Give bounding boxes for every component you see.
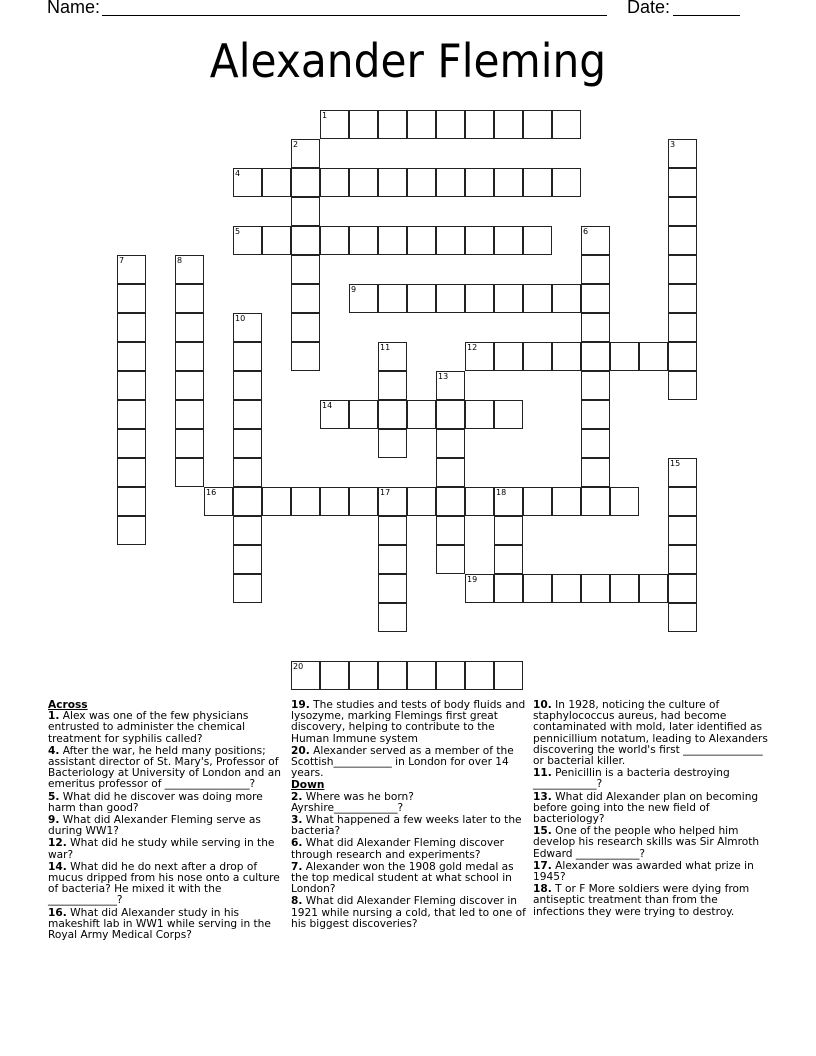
cell-number: 4: [235, 169, 241, 178]
grid-cell[interactable]: [494, 168, 523, 197]
clue-text: What did he study while serving in the war?: [48, 837, 275, 861]
clue-text: What did Alexander Fleming discover in 1921 while nursing a cold, that led to one of his biggest discoveries?: [291, 895, 526, 930]
grid-cell[interactable]: [233, 458, 262, 487]
grid-cell[interactable]: [494, 342, 523, 371]
grid-cell[interactable]: [465, 284, 494, 313]
clue-down-10: [533, 700, 769, 767]
grid-cell[interactable]: [436, 400, 465, 429]
grid-cell[interactable]: [349, 284, 378, 313]
grid-cell[interactable]: [378, 603, 407, 632]
grid-cell[interactable]: [668, 342, 697, 371]
clue-down-13: [533, 792, 769, 826]
grid-cell[interactable]: [523, 574, 552, 603]
grid-cell[interactable]: [291, 342, 320, 371]
grid-cell[interactable]: [465, 342, 494, 371]
grid-cell[interactable]: [436, 168, 465, 197]
grid-cell[interactable]: [436, 487, 465, 516]
grid-cell[interactable]: [233, 226, 262, 255]
grid-cell[interactable]: [291, 197, 320, 226]
grid-cell[interactable]: [262, 168, 291, 197]
clue-across-20: [291, 746, 527, 780]
clue-text: What did Alexander Fleming discover through research and experiments?: [291, 837, 504, 861]
grid-cell[interactable]: [378, 168, 407, 197]
grid-cell[interactable]: [552, 168, 581, 197]
clue-across-9: [48, 815, 284, 837]
grid-cell[interactable]: [262, 487, 291, 516]
grid-cell[interactable]: [291, 487, 320, 516]
grid-cell[interactable]: [436, 661, 465, 690]
grid-cell[interactable]: [233, 429, 262, 458]
grid-cell[interactable]: [465, 487, 494, 516]
grid-cell[interactable]: [581, 226, 610, 255]
clue-across-16: [48, 908, 284, 942]
grid-cell[interactable]: [407, 487, 436, 516]
grid-cell[interactable]: [320, 400, 349, 429]
grid-cell[interactable]: [233, 574, 262, 603]
cell-number: 6: [583, 227, 589, 236]
clue-down-18: [533, 884, 769, 918]
grid-cell[interactable]: [117, 371, 146, 400]
cell-number: 12: [467, 343, 478, 352]
clue-text: T or F More soldiers were dying from antiseptic treatment than from the infections they were trying to destroy.: [533, 883, 750, 918]
grid-cell[interactable]: [581, 255, 610, 284]
grid-cell[interactable]: [523, 284, 552, 313]
cell-number: 13: [438, 372, 449, 381]
page-title: Alexander Fleming: [209, 34, 607, 88]
clue-number: 9.: [48, 814, 60, 827]
clue-number: 2.: [291, 790, 303, 803]
grid-cell[interactable]: [117, 458, 146, 487]
grid-cell[interactable]: [581, 400, 610, 429]
grid-cell[interactable]: [668, 574, 697, 603]
name-label: Name:: [47, 0, 101, 17]
clue-text: What did he discover was doing more harm than good?: [48, 790, 263, 814]
clue-text: What did he do next after a drop of mucus dripped from his nose onto a culture of bacteria? He mixed it with the _____________?: [48, 860, 280, 907]
grid-cell[interactable]: [581, 429, 610, 458]
clue-number: 4.: [48, 744, 60, 757]
grid-cell[interactable]: [378, 342, 407, 371]
grid-cell[interactable]: [668, 197, 697, 226]
grid-cell[interactable]: [465, 574, 494, 603]
grid-cell[interactable]: [320, 168, 349, 197]
grid-cell[interactable]: [117, 342, 146, 371]
grid-cell[interactable]: [117, 284, 146, 313]
grid-cell[interactable]: [378, 284, 407, 313]
grid-cell[interactable]: [668, 226, 697, 255]
grid-cell[interactable]: [639, 574, 668, 603]
grid-cell[interactable]: [552, 110, 581, 139]
grid-cell[interactable]: [668, 313, 697, 342]
grid-cell[interactable]: [494, 400, 523, 429]
clue-number: 16.: [48, 906, 67, 919]
grid-cell[interactable]: [291, 168, 320, 197]
grid-cell[interactable]: [668, 168, 697, 197]
grid-cell[interactable]: [378, 574, 407, 603]
grid-cell[interactable]: [465, 400, 494, 429]
grid-cell[interactable]: [465, 168, 494, 197]
grid-cell[interactable]: [175, 284, 204, 313]
clue-text: In 1928, noticing the culture of staphylococcus aureus, had become contaminated with mold, later identified as pennicillium notatum, leading to Alexanders discovering the world's first _______________ or bacterial killer.: [533, 699, 768, 768]
grid-cell[interactable]: [117, 516, 146, 545]
grid-cell[interactable]: [581, 574, 610, 603]
grid-cell[interactable]: [436, 226, 465, 255]
grid-cell[interactable]: [175, 400, 204, 429]
grid-cell[interactable]: [436, 516, 465, 545]
cell-number: 17: [380, 488, 391, 497]
grid-cell[interactable]: [320, 487, 349, 516]
grid-cell[interactable]: [581, 284, 610, 313]
grid-cell[interactable]: [291, 661, 320, 690]
grid-cell[interactable]: [552, 487, 581, 516]
grid-cell[interactable]: [233, 168, 262, 197]
clue-across-1: [48, 711, 284, 745]
grid-cell[interactable]: [349, 168, 378, 197]
grid-cell[interactable]: [436, 458, 465, 487]
grid-cell[interactable]: [523, 168, 552, 197]
grid-cell[interactable]: [378, 661, 407, 690]
clue-down-7: [291, 862, 527, 896]
grid-cell[interactable]: [320, 110, 349, 139]
clue-down-3: [291, 815, 527, 837]
clue-number: 10.: [533, 699, 552, 711]
clue-across-19: [291, 700, 527, 745]
grid-cell[interactable]: [349, 661, 378, 690]
grid-cell[interactable]: [233, 487, 262, 516]
clue-text: After the war, he held many positions; assistant director of St. Mary's, Professor of Bacteriology at University of London and an emeritus professor of ________________?: [48, 744, 281, 791]
clue-text: What did Alexander plan on becoming before going into the new field of bacteriology?: [533, 790, 759, 826]
clue-number: 19.: [291, 699, 310, 711]
cell-number: 15: [670, 459, 681, 468]
grid-cell[interactable]: [349, 226, 378, 255]
grid-cell[interactable]: [494, 226, 523, 255]
grid-cell[interactable]: [639, 342, 668, 371]
grid-cell[interactable]: [523, 226, 552, 255]
cell-number: 1: [322, 111, 328, 120]
grid-cell[interactable]: [407, 168, 436, 197]
grid-cell[interactable]: [523, 110, 552, 139]
grid-cell[interactable]: [407, 661, 436, 690]
clue-text: Alexander was awarded what prize in 1945?: [533, 859, 754, 884]
clue-number: 20.: [291, 744, 310, 757]
grid-cell[interactable]: [117, 313, 146, 342]
grid-cell[interactable]: [523, 487, 552, 516]
grid-cell[interactable]: [291, 139, 320, 168]
grid-cell[interactable]: [175, 342, 204, 371]
grid-cell[interactable]: [378, 400, 407, 429]
grid-cell[interactable]: [581, 342, 610, 371]
grid-cell[interactable]: [175, 313, 204, 342]
grid-cell[interactable]: [407, 110, 436, 139]
grid-cell[interactable]: [552, 342, 581, 371]
grid-cell[interactable]: [320, 661, 349, 690]
grid-cell[interactable]: [523, 342, 552, 371]
cell-number: 10: [235, 314, 246, 323]
clue-number: 3.: [291, 814, 303, 827]
grid-cell[interactable]: [610, 342, 639, 371]
grid-cell[interactable]: [494, 487, 523, 516]
grid-cell[interactable]: [378, 487, 407, 516]
clue-number: 8.: [291, 895, 303, 908]
clue-text: Alexander served as a member of the Scottish___________ in London for over 14 years.: [291, 744, 514, 780]
grid-cell[interactable]: [465, 661, 494, 690]
grid-cell[interactable]: [668, 284, 697, 313]
grid-cell[interactable]: [204, 487, 233, 516]
clue-across-12: [48, 838, 284, 860]
clue-across-4: [48, 746, 284, 791]
grid-cell[interactable]: [407, 284, 436, 313]
grid-cell[interactable]: [117, 400, 146, 429]
cell-number: 18: [496, 488, 507, 497]
date-label: Date:: [627, 0, 671, 17]
grid-cell[interactable]: [117, 487, 146, 516]
clue-text: What happened a few weeks later to the bacteria?: [291, 814, 522, 838]
grid-cell[interactable]: [291, 313, 320, 342]
grid-cell[interactable]: [436, 429, 465, 458]
grid-cell[interactable]: [349, 400, 378, 429]
grid-cell[interactable]: [668, 545, 697, 574]
grid-cell[interactable]: [581, 487, 610, 516]
clue-number: 14.: [48, 860, 67, 873]
clue-number: 11.: [533, 767, 552, 780]
clue-down-11: [533, 768, 769, 790]
clue-number: 18.: [533, 883, 552, 896]
grid-cell[interactable]: [175, 458, 204, 487]
clue-down-6: [291, 838, 527, 860]
cell-number: 19: [467, 575, 478, 584]
clue-number: 6.: [291, 837, 303, 850]
cell-number: 5: [235, 227, 241, 236]
clue-across-14: [48, 862, 284, 907]
grid-cell[interactable]: [668, 458, 697, 487]
cell-number: 16: [206, 488, 217, 497]
grid-cell[interactable]: [494, 284, 523, 313]
across-heading: Across: [48, 699, 88, 711]
grid-cell[interactable]: [349, 110, 378, 139]
grid-cell[interactable]: [117, 429, 146, 458]
clue-text: Alexander won the 1908 gold medal as the top medical student at what school in London?: [291, 860, 514, 896]
grid-cell[interactable]: [668, 255, 697, 284]
grid-cell[interactable]: [320, 226, 349, 255]
grid-cell[interactable]: [668, 603, 697, 632]
grid-cell[interactable]: [407, 400, 436, 429]
grid-cell[interactable]: [668, 371, 697, 400]
cell-number: 9: [351, 285, 357, 294]
grid-cell[interactable]: [262, 226, 291, 255]
clue-number: 5.: [48, 790, 60, 803]
grid-cell[interactable]: [668, 139, 697, 168]
clue-across-5: [48, 792, 284, 814]
grid-cell[interactable]: [436, 110, 465, 139]
grid-cell[interactable]: [117, 255, 146, 284]
clue-text: The studies and tests of body fluids and lysozyme, marking Flemings first great discovery, helping to contribute to the Human Immune system: [291, 699, 526, 745]
grid-cell[interactable]: [494, 661, 523, 690]
clue-text: Where was he born? Ayrshire____________?: [291, 790, 414, 814]
grid-cell[interactable]: [233, 342, 262, 371]
clue-number: 7.: [291, 860, 303, 873]
clue-text: What did Alexander Fleming serve as during WW1?: [48, 814, 261, 838]
clue-number: 17.: [533, 859, 552, 872]
grid-cell[interactable]: [494, 545, 523, 574]
clue-number: 12.: [48, 837, 67, 850]
grid-cell[interactable]: [581, 371, 610, 400]
grid-cell[interactable]: [175, 429, 204, 458]
clue-number: 15.: [533, 825, 552, 838]
grid-cell[interactable]: [494, 110, 523, 139]
cell-number: 7: [119, 256, 125, 265]
clues-column-1: [48, 700, 284, 942]
grid-cell[interactable]: [465, 110, 494, 139]
grid-cell[interactable]: [378, 110, 407, 139]
grid-cell[interactable]: [610, 487, 639, 516]
cell-number: 11: [380, 343, 391, 352]
grid-cell[interactable]: [494, 574, 523, 603]
grid-cell[interactable]: [233, 545, 262, 574]
grid-cell[interactable]: [436, 371, 465, 400]
grid-cell[interactable]: [407, 226, 436, 255]
down-heading: Down: [291, 779, 325, 792]
grid-cell[interactable]: [465, 226, 494, 255]
grid-cell[interactable]: [291, 284, 320, 313]
grid-cell[interactable]: [349, 487, 378, 516]
cell-number: 14: [322, 401, 333, 410]
clue-text: One of the people who helped him develop his research skills was Sir Almroth Edward ____________?: [533, 825, 760, 860]
grid-cell[interactable]: [233, 371, 262, 400]
grid-cell[interactable]: [378, 516, 407, 545]
grid-cell[interactable]: [175, 371, 204, 400]
grid-cell[interactable]: [436, 284, 465, 313]
grid-cell[interactable]: [291, 255, 320, 284]
cell-number: 2: [293, 140, 299, 149]
clue-number: 1.: [48, 710, 60, 723]
grid-cell[interactable]: [378, 429, 407, 458]
grid-cell[interactable]: [581, 458, 610, 487]
clue-down-15: [533, 826, 769, 860]
clue-down-2: [291, 792, 527, 814]
clue-number: 13.: [533, 790, 552, 803]
cell-number: 20: [293, 662, 304, 671]
grid-cell[interactable]: [175, 255, 204, 284]
grid-cell[interactable]: [378, 545, 407, 574]
grid-cell[interactable]: [291, 226, 320, 255]
grid-cell[interactable]: [378, 371, 407, 400]
grid-cell[interactable]: [552, 284, 581, 313]
grid-cell[interactable]: [494, 516, 523, 545]
grid-cell[interactable]: [378, 226, 407, 255]
clue-text: What did Alexander study in his makeshift lab in WW1 while serving in the Royal Army Medical Corps?: [48, 906, 271, 942]
cell-number: 8: [177, 256, 183, 265]
grid-cell[interactable]: [436, 545, 465, 574]
clues-column-3: [533, 700, 769, 919]
grid-cell[interactable]: [233, 516, 262, 545]
clue-down-17: [533, 861, 769, 883]
clue-down-8: [291, 896, 527, 930]
clues-column-2: [291, 700, 527, 931]
clue-text: Penicillin is a bacteria destroying ____________?: [533, 767, 730, 791]
grid-cell[interactable]: [581, 313, 610, 342]
grid-cell[interactable]: [610, 574, 639, 603]
grid-cell[interactable]: [552, 574, 581, 603]
grid-cell[interactable]: [233, 313, 262, 342]
grid-cell[interactable]: [233, 400, 262, 429]
grid-cell[interactable]: [668, 487, 697, 516]
clue-text: Alex was one of the few physicians entrusted to administer the chemical treatment for syphilis called?: [48, 710, 249, 745]
cell-number: 3: [670, 140, 676, 149]
grid-cell[interactable]: [668, 516, 697, 545]
